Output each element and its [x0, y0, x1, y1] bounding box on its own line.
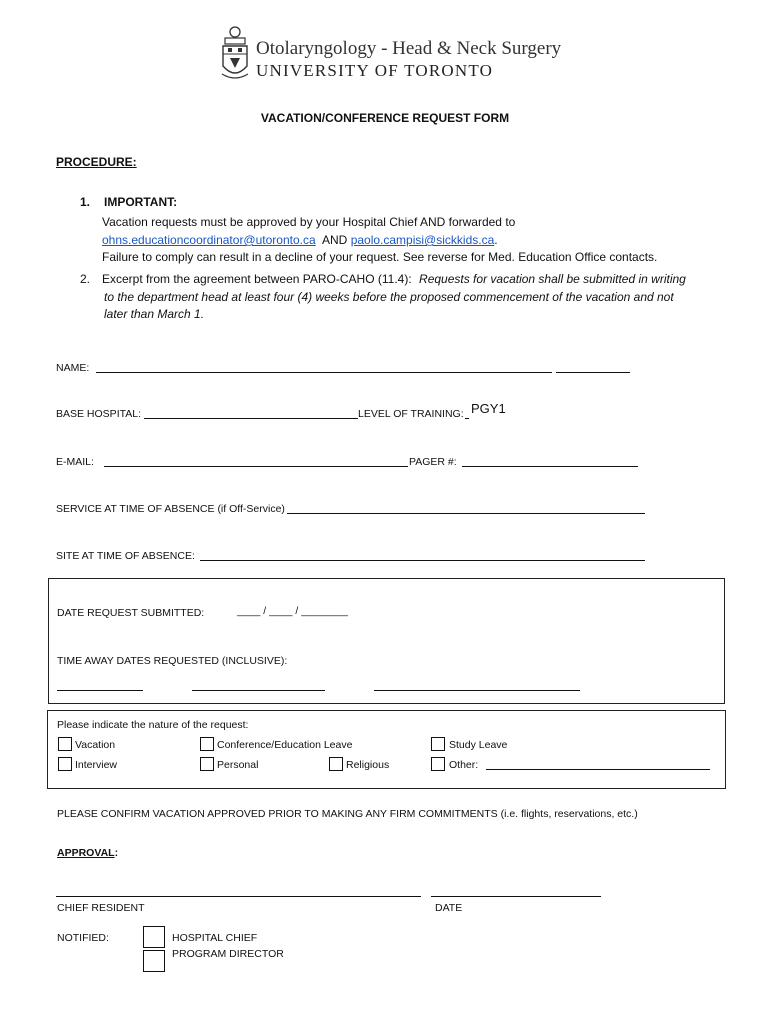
- approval-heading: [57, 847, 118, 859]
- date-submitted-label: DATE REQUEST SUBMITTED:: [57, 607, 205, 619]
- time-away-line-3[interactable]: [374, 690, 580, 691]
- procedure-item1-number: 1.: [80, 195, 91, 209]
- coordinator-email-link[interactable]: ohns.educationcoordinator@utoronto.ca: [102, 233, 316, 247]
- procedure-item1-text: Vacation requests must be approved by your Hospital Chief AND forwarded to: [102, 215, 516, 229]
- procedure-item2-quote-line1: Requests for vacation shall be submitted in writing: [419, 272, 686, 286]
- hospital-chief-checkbox[interactable]: [143, 926, 165, 948]
- email-input-line[interactable]: [104, 466, 408, 467]
- service-label: SERVICE AT TIME OF ABSENCE (if Off-Service): [56, 503, 285, 515]
- university-crest-logo: [220, 24, 250, 86]
- name-input-line[interactable]: [96, 372, 552, 373]
- other-checkbox[interactable]: [431, 757, 445, 771]
- religious-checkbox[interactable]: [329, 757, 343, 771]
- name-input-line-extra[interactable]: [556, 372, 630, 373]
- site-label: SITE AT TIME OF ABSENCE:: [56, 550, 195, 562]
- study-leave-label: Study Leave: [449, 739, 508, 751]
- approval-heading-colon: :: [114, 847, 119, 859]
- procedure-item1-title: IMPORTANT:: [104, 195, 178, 209]
- site-input-line[interactable]: [200, 560, 645, 561]
- procedure-item2-quote-line2: to the department head at least four (4) weeks before the proposed commencement of the vacation and not: [104, 290, 674, 304]
- program-director-checkbox[interactable]: [143, 950, 165, 972]
- approval-date-line[interactable]: [431, 896, 601, 897]
- chief-resident-label: CHIEF RESIDENT: [57, 902, 145, 914]
- study-leave-checkbox[interactable]: [431, 737, 445, 751]
- notified-label: NOTIFIED:: [57, 932, 109, 944]
- vacation-label: Vacation: [75, 739, 116, 751]
- procedure-item1-links: [102, 233, 498, 247]
- hospital-chief-label: HOSPITAL CHIEF: [172, 932, 258, 944]
- time-away-label: TIME AWAY DATES REQUESTED (INCLUSIVE):: [57, 655, 288, 667]
- procedure-item2-text: [102, 272, 686, 286]
- vacation-checkbox[interactable]: [58, 737, 72, 751]
- name-label: NAME:: [56, 362, 90, 374]
- email-label: E-MAIL:: [56, 456, 94, 468]
- campisi-email-link[interactable]: paolo.campisi@sickkids.ca: [350, 233, 495, 247]
- level-of-training-label: LEVEL OF TRAINING:: [358, 408, 464, 420]
- personal-label: Personal: [217, 759, 259, 771]
- logo-university-name: UNIVERSITY OF TORONTO: [256, 61, 494, 80]
- form-title: VACATION/CONFERENCE REQUEST FORM: [260, 111, 510, 125]
- chief-resident-signature-line[interactable]: [56, 896, 421, 897]
- time-away-line-2[interactable]: [192, 690, 325, 691]
- level-of-training-value[interactable]: PGY1: [471, 401, 506, 416]
- logo-department-name: Otolaryngology - Head & Neck Surgery: [256, 38, 562, 59]
- nature-prompt: Please indicate the nature of the request:: [57, 719, 249, 731]
- procedure-item2-number: 2.: [80, 272, 91, 286]
- approval-heading-text: APPROVAL: [57, 847, 115, 859]
- level-of-training-input-line[interactable]: [465, 418, 469, 419]
- pager-label: PAGER #:: [409, 456, 457, 468]
- base-hospital-input-line[interactable]: [144, 418, 358, 419]
- pager-input-line[interactable]: [462, 466, 638, 467]
- base-hospital-label: BASE HOSPITAL:: [56, 408, 141, 420]
- dates-box: [48, 578, 725, 704]
- interview-checkbox[interactable]: [58, 757, 72, 771]
- procedure-item1-warning: Failure to comply can result in a decline of your request. See reverse for Med. Education Office contacts.: [102, 250, 658, 264]
- conference-checkbox[interactable]: [200, 737, 214, 751]
- confirm-notice: PLEASE CONFIRM VACATION APPROVED PRIOR TO MAKING ANY FIRM COMMITMENTS (i.e. flights, reservations, etc.): [57, 808, 638, 820]
- date-submitted-blank[interactable]: ____ / ____ / ________: [237, 605, 348, 617]
- time-away-line-1[interactable]: [57, 690, 143, 691]
- other-label: Other:: [449, 759, 479, 771]
- service-input-line[interactable]: [287, 513, 645, 514]
- other-input-line[interactable]: [486, 769, 710, 770]
- procedure-heading: PROCEDURE:: [56, 155, 137, 169]
- personal-checkbox[interactable]: [200, 757, 214, 771]
- conference-label: Conference/Education Leave: [217, 739, 353, 751]
- approval-date-label: DATE: [435, 902, 463, 914]
- religious-label: Religious: [346, 759, 390, 771]
- interview-label: Interview: [75, 759, 118, 771]
- period-text: .: [494, 233, 498, 247]
- procedure-item2-quote-line3: later than March 1.: [104, 307, 205, 321]
- procedure-item2-prefix: Excerpt from the agreement between PARO-CAHO (11.4):: [102, 272, 412, 286]
- program-director-label: PROGRAM DIRECTOR: [172, 948, 284, 960]
- and-text: AND: [322, 233, 348, 247]
